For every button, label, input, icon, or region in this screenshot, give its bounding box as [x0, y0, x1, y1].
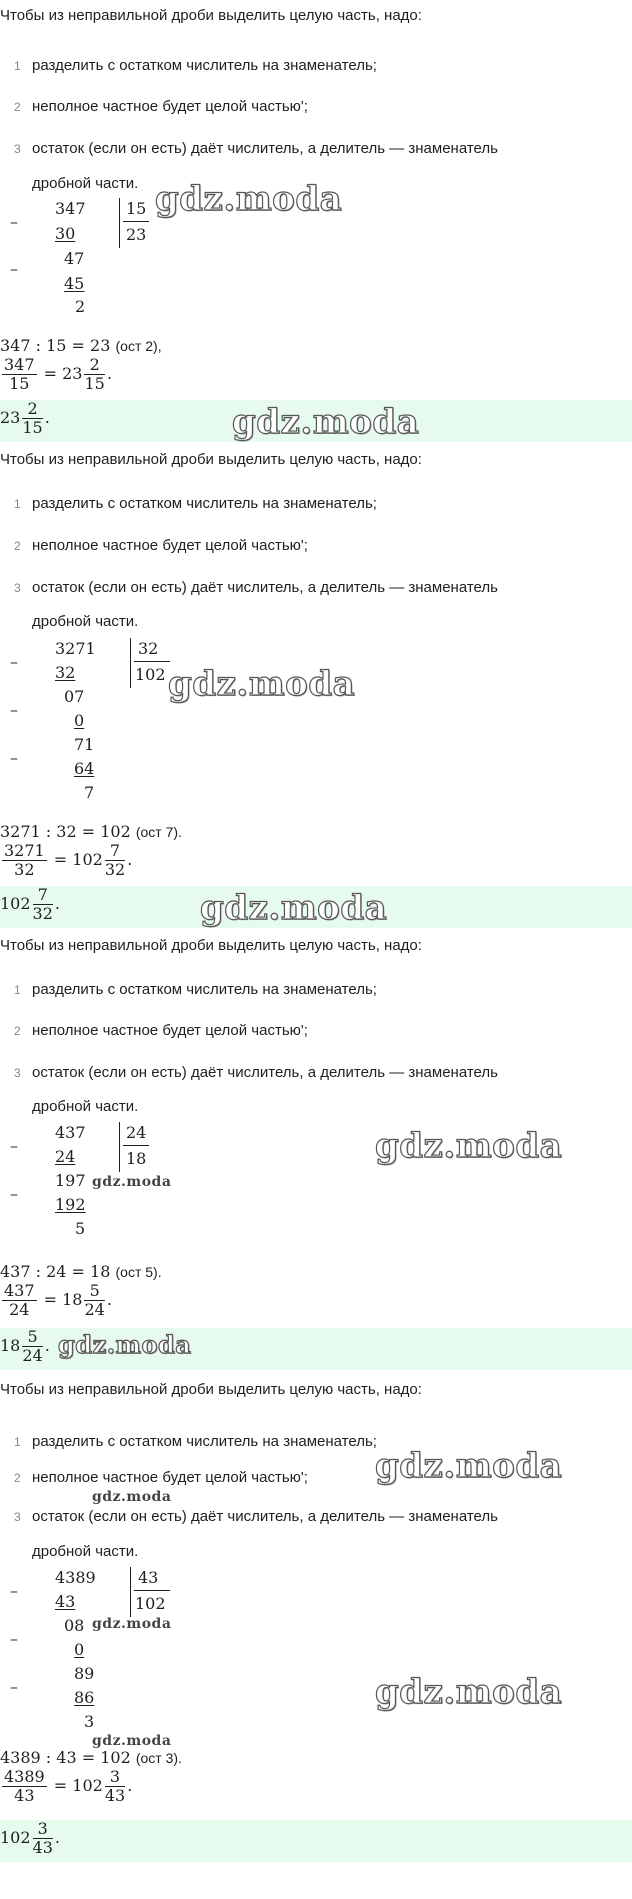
answer-box [0, 1820, 632, 1862]
section-1 [0, 0, 632, 450]
divisor-line [123, 1145, 149, 1146]
step-3: 3 остаток (если он есть) даёт числитель, а делитель — знаменатель [14, 140, 498, 157]
step-3-continuation: дробной части. [32, 613, 139, 630]
remainder: 5 [75, 1219, 86, 1238]
intro-text: Чтобы из неправильной дроби выделить целую часть, надо: [0, 937, 422, 954]
watermark: gdz.moda [92, 1733, 172, 1749]
remainder: 2 [75, 297, 86, 316]
subtrahend: 43 [55, 1592, 76, 1611]
divisor: 43 [138, 1568, 159, 1587]
minus-sign: – [10, 1677, 18, 1696]
division-bar [119, 1122, 120, 1172]
subtrahend: 86 [74, 1688, 95, 1707]
watermark: gdz.moda [375, 1126, 563, 1166]
minus-sign: – [10, 259, 18, 278]
answer-box [0, 1328, 632, 1370]
dividend: 437 [55, 1123, 86, 1142]
watermark: gdz.moda [375, 1446, 563, 1486]
watermark: gdz.moda [375, 1672, 563, 1712]
step-1: 1 разделить с остатком числитель на знаменатель; [14, 495, 377, 512]
answer-box [0, 400, 632, 442]
divisor-line [123, 221, 149, 222]
minus-sign: – [10, 1136, 18, 1155]
division-equation: 3271 : 32 = 102 (ост 7). [0, 822, 182, 841]
partial-dividend: 08 [64, 1616, 85, 1635]
minus-sign: – [10, 652, 18, 671]
watermark: gdz.moda [155, 179, 343, 219]
divisor-line [134, 1590, 170, 1591]
fraction-equation: $\frac{4389}{43}$ = 102 $\frac{3}{43}$ . [4, 1767, 133, 1805]
intro-text: Чтобы из неправильной дроби выделить целую часть, надо: [0, 451, 422, 468]
intro-text: Чтобы из неправильной дроби выделить целую часть, надо: [0, 7, 422, 24]
watermark: gdz.moda [168, 664, 356, 704]
step-2: 2 неполное частное будет целой частью'; [14, 1469, 308, 1486]
partial-dividend: 07 [64, 687, 85, 706]
answer: 102 $\frac{7}{32}$ . [0, 885, 60, 923]
partial-dividend: 89 [74, 1664, 95, 1683]
minus-sign: – [10, 748, 18, 767]
partial-dividend: 71 [74, 735, 95, 754]
watermark: gdz.moda [232, 402, 420, 442]
subtrahend: 45 [64, 274, 85, 293]
dividend: 4389 [55, 1568, 96, 1587]
step-3-continuation: дробной части. [32, 1098, 139, 1115]
answer: 23 $\frac{2}{15}$ . [0, 399, 50, 437]
step-2: 2 неполное частное будет целой частью'; [14, 98, 308, 115]
minus-sign: – [10, 212, 18, 231]
watermark: gdz.moda [58, 1330, 192, 1359]
quotient: 102 [135, 1594, 166, 1613]
watermark: gdz.moda [92, 1489, 172, 1505]
dividend: 347 [55, 199, 86, 218]
step-3: 3 остаток (если он есть) даёт числитель, а делитель — знаменатель [14, 1064, 498, 1081]
step-3: 3 остаток (если он есть) даёт числитель, а делитель — знаменатель [14, 579, 498, 596]
division-bar [130, 1567, 131, 1617]
fraction-equation: $\frac{347}{15}$ = 23 $\frac{2}{15}$ . [4, 355, 112, 393]
minus-sign: – [10, 1629, 18, 1648]
divisor: 24 [126, 1123, 147, 1142]
quotient: 102 [135, 665, 166, 684]
subtrahend: 192 [55, 1195, 86, 1214]
division-equation: 347 : 15 = 23 (ост 2), [0, 336, 162, 355]
answer: 18 $\frac{5}{24}$ . [0, 1327, 50, 1365]
fraction-equation: $\frac{3271}{32}$ = 102 $\frac{7}{32}$ . [4, 841, 133, 879]
division-equation: 4389 : 43 = 102 (ост 3). [0, 1748, 182, 1767]
step-3-continuation: дробной части. [32, 1543, 139, 1560]
quotient: 23 [126, 225, 147, 244]
minus-sign: – [10, 1184, 18, 1203]
minus-sign: – [10, 1581, 18, 1600]
section-4 [0, 1376, 632, 1899]
watermark: gdz.moda [200, 888, 388, 928]
subtrahend: 0 [74, 1640, 85, 1659]
remainder: 7 [84, 783, 95, 802]
step-2: 2 неполное частное будет целой частью'; [14, 537, 308, 554]
minus-sign: – [10, 700, 18, 719]
division-bar [119, 198, 120, 248]
divisor-line [134, 661, 170, 662]
divisor: 32 [138, 639, 159, 658]
dividend: 3271 [55, 639, 96, 658]
subtrahend: 24 [55, 1147, 76, 1166]
step-3: 3 остаток (если он есть) даёт числитель, а делитель — знаменатель [14, 1508, 498, 1525]
quotient: 18 [126, 1149, 147, 1168]
section-3 [0, 936, 632, 1376]
answer-box [0, 886, 632, 928]
division-equation: 437 : 24 = 18 (ост 5). [0, 1262, 162, 1281]
step-2: 2 неполное частное будет целой частью'; [14, 1022, 308, 1039]
division-bar [130, 638, 131, 688]
subtrahend: 32 [55, 663, 76, 682]
subtrahend: 0 [74, 711, 85, 730]
watermark: gdz.moda [92, 1174, 172, 1190]
divisor: 15 [126, 199, 147, 218]
step-1: 1 разделить с остатком числитель на знаменатель; [14, 57, 377, 74]
step-1: 1 разделить с остатком числитель на знаменатель; [14, 981, 377, 998]
watermark: gdz.moda [92, 1616, 172, 1632]
partial-dividend: 197 [55, 1171, 86, 1190]
remainder: 3 [84, 1712, 95, 1731]
subtrahend: 64 [74, 759, 95, 778]
step-1: 1 разделить с остатком числитель на знаменатель; [14, 1433, 377, 1450]
intro-text: Чтобы из неправильной дроби выделить целую часть, надо: [0, 1381, 422, 1398]
partial-dividend: 47 [64, 249, 85, 268]
section-2 [0, 450, 632, 936]
fraction-equation: $\frac{437}{24}$ = 18 $\frac{5}{24}$ . [4, 1281, 112, 1319]
step-3-continuation: дробной части. [32, 175, 139, 192]
answer: 102 $\frac{3}{43}$ . [0, 1819, 60, 1857]
subtrahend: 30 [55, 224, 76, 243]
